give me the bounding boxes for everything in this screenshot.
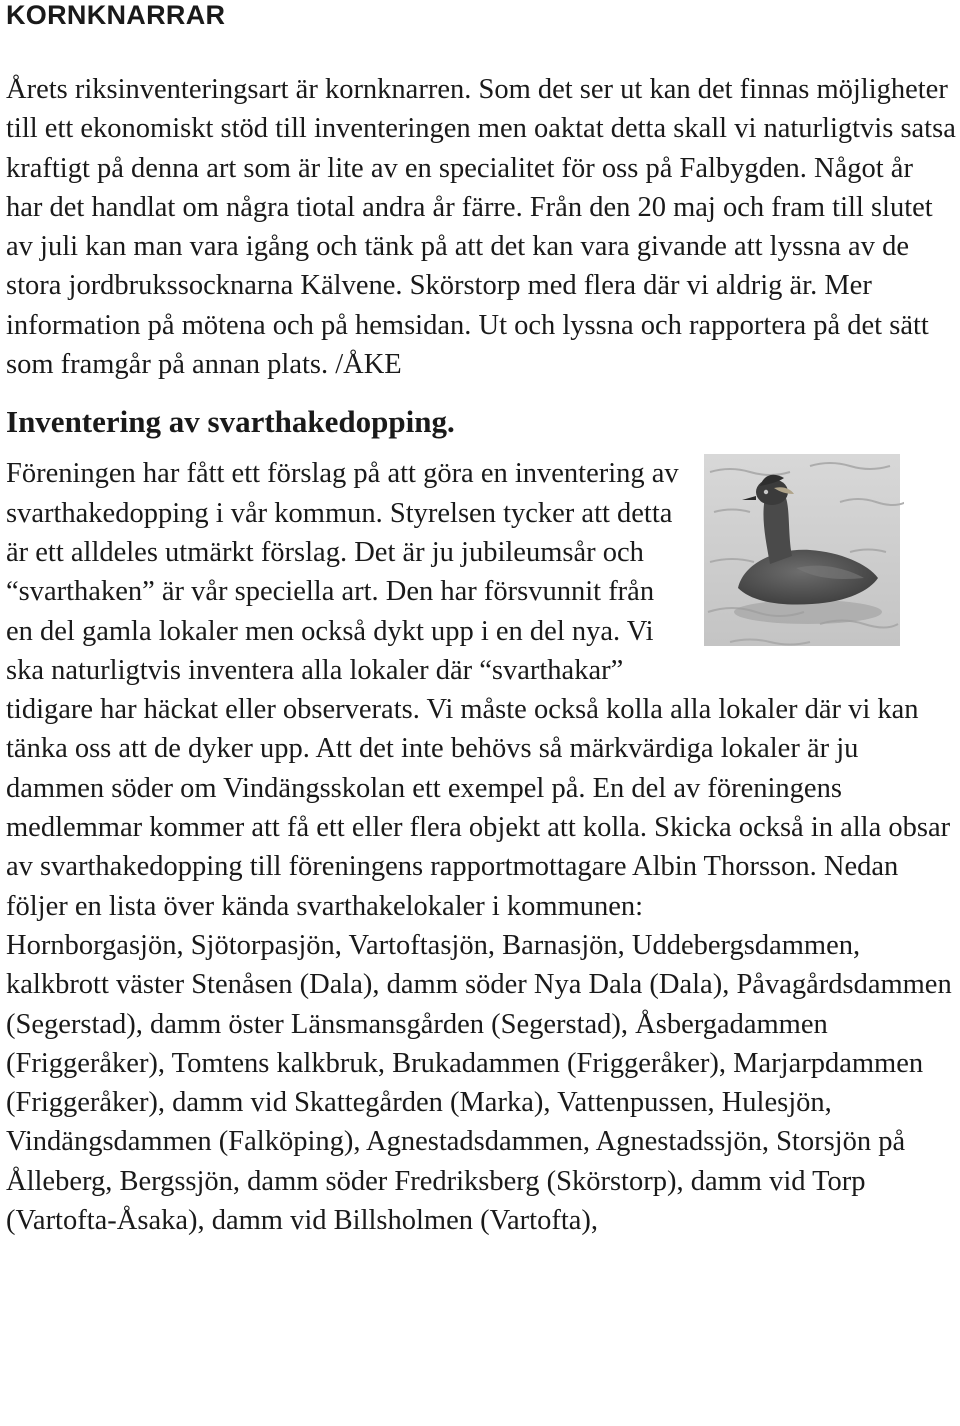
document-page: [6, 0, 956, 1240]
paragraph-svarthakedopping: Föreningen har fått ett förslag på att göra en inventering av svarthakedopping i vår kommun. Styrelsen tycker att detta är ett alldeles utmärkt förslag. Det är ju jubileumsår och “svarthaken” är vår speciella art. Den har försvunnit från en del gamla lokaler men också dykt upp i en del nya. Vi ska naturligtvis inventera alla lokaler där “svarthakar” tidigare har häckat eller observerats. Vi måste också kolla alla lokaler där vi kan tänka oss att de dyker upp. Att det inte behövs så märkvärdiga lokaler är ju dammen söder om Vindängsskolan ett exempel på. En del av föreningens medlemmar kommer att få ett eller flera objekt att kolla. Skicka också in alla obsar av svarthakedopping till föreningens rapportmottagare Albin Thorsson. Nedan följer en lista över kända svarthakelokaler i kommunen:: [6, 458, 951, 922]
heading-kornknarrar: KORNKNARRAR: [6, 0, 226, 30]
paragraph-location-list: Hornborgasjön, Sjötorpasjön, Vartoftasjön, Barnasjön, Uddebergsdammen, kalkbrott väster Stenåsen (Dala), damm söder Nya Dala (Dala), Påvagårdsdammen (Segerstad), damm öster Länsmansgården (Segerstad), Åsbergadammen (Friggeråker), Tomtens kalkbruk, Brukadammen (Friggeråker), Marjarpdammen (Friggeråker), damm vid Skattegården (Marka), Vattenpussen, Hulesjön, Vindängsdammen (Falköping), Agnestadsdammen, Agnestadssjön, Storsjön på Ålleberg, Bergssjön, damm söder Fredriksberg (Skörstorp), damm vid Torp (Vartofta-Åsaka), damm vid Billsholmen (Vartofta),: [6, 929, 952, 1237]
grebe-sketch-icon: [700, 452, 904, 656]
heading-svarthakedopping: Inventering av svarthakedopping.: [6, 404, 455, 440]
paragraph-kornknarrar: Årets riksinventeringsart är kornknarren. Som det ser ut kan det finnas möjligheter till ett ekonomiskt stöd till inventeringen men oaktat detta skall vi naturligtvis satsa kraftigt på denna art som är lite av en specialitet för oss på Falbygden. Något år har det handlat om några tiotal andra år färre. Från den 20 maj och fram till slutet av juli kan man vara igång och tänk på att det kan vara givande att lyssna av de stora jordbrukssocknarna Kälvene. Skörstorp med flera där vi aldrig är. Mer information på mötena och på hemsidan. Ut och lyssna och rapportera på det sätt som framgår på annan plats. /ÅKE: [6, 74, 956, 381]
